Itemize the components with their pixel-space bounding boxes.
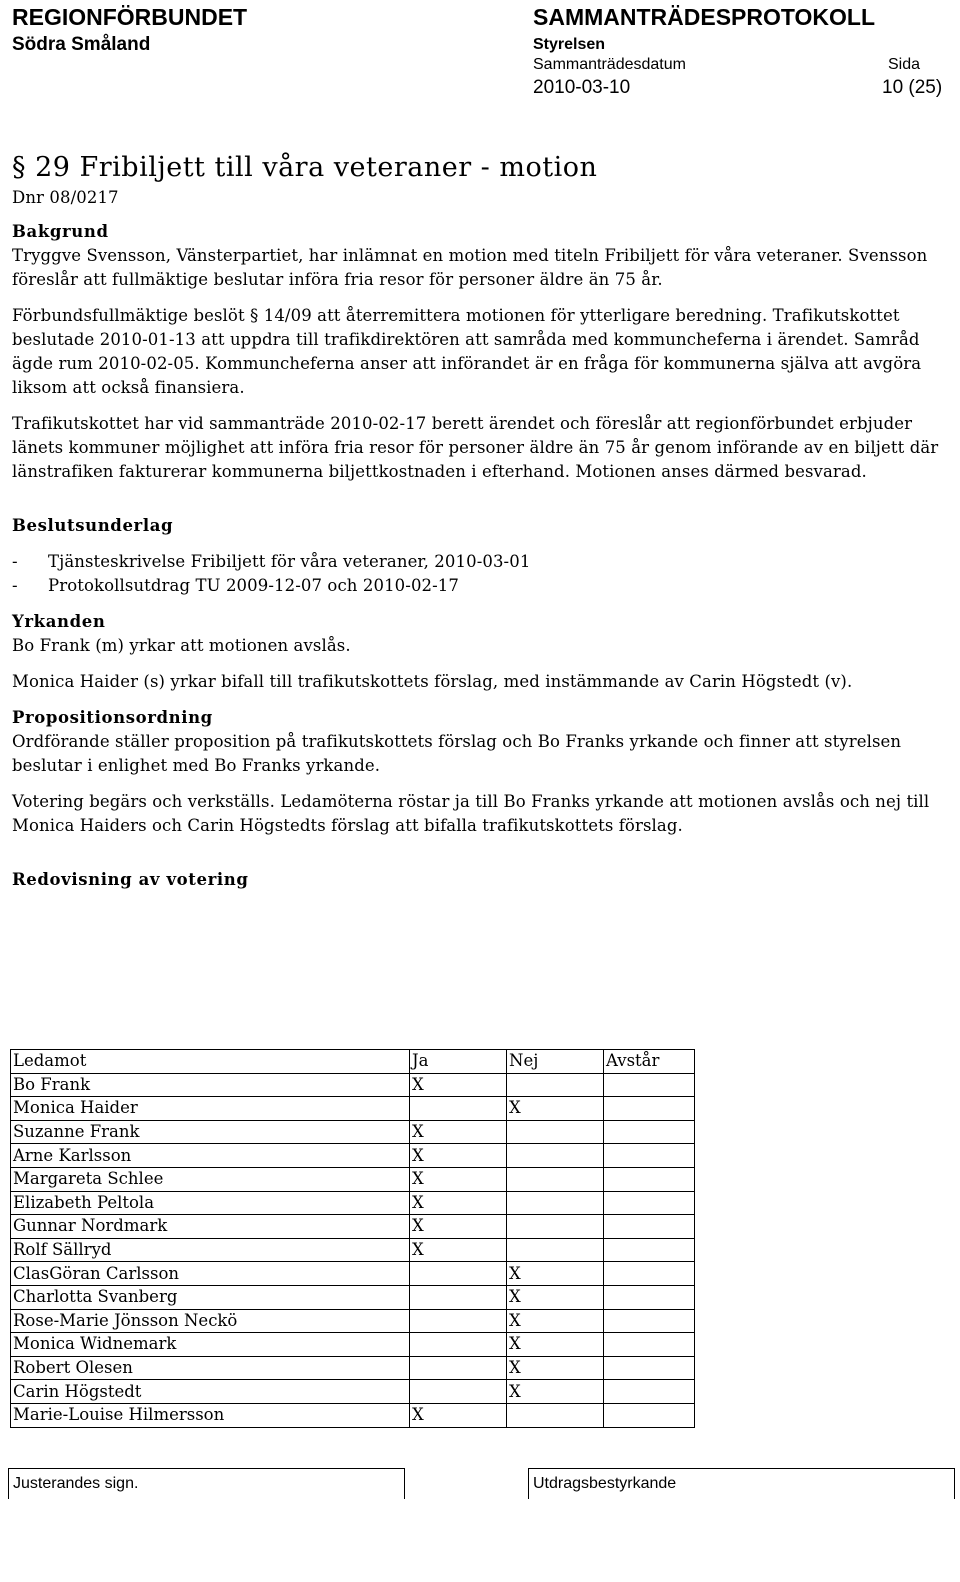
vote-cell [604, 1380, 695, 1404]
member-name-cell: Carin Högstedt [11, 1380, 410, 1404]
beslutsunderlag-list [12, 550, 942, 598]
vote-cell [604, 1309, 695, 1333]
vote-cell [604, 1191, 695, 1215]
member-name-cell: Rolf Sällryd [11, 1238, 410, 1262]
table-row [11, 1097, 695, 1121]
vote-cell [604, 1285, 695, 1309]
vote-cell: X [507, 1309, 604, 1333]
vote-cell: X [410, 1191, 507, 1215]
table-row [11, 1238, 695, 1262]
vote-cell [604, 1120, 695, 1144]
list-item: - Protokollsutdrag TU 2009-12-07 och 2010-02-17 [12, 574, 942, 598]
vote-cell: X [507, 1097, 604, 1121]
column-header: Nej [507, 1050, 604, 1074]
vote-cell [604, 1333, 695, 1357]
vote-cell: X [410, 1073, 507, 1097]
vote-cell [410, 1333, 507, 1357]
table-row [11, 1215, 695, 1239]
vote-cell: X [507, 1380, 604, 1404]
table-row [11, 1356, 695, 1380]
vote-cell [410, 1097, 507, 1121]
table-row [11, 1073, 695, 1097]
vote-cell [507, 1191, 604, 1215]
bakgrund-paragraph-2: Förbundsfullmäktige beslöt § 14/09 att återremittera motionen för ytterligare beredning. Trafikutskottet beslutade 2010-01-13 att uppdra till trafikdirektören att samråda med kommuncheferna i ärendet. Samråd ägde rum 2010-02-05. Kommuncheferna anser att införandet är en fråga för kommunerna själva att avgöra liksom att också finansiera. [12, 306, 922, 397]
proposition-paragraph-2: Votering begärs och verkställs. Ledamöterna röstar ja till Bo Franks yrkande att motionen avslås och nej till Monica Haiders och Carin Högstedts förslag att bifalla trafikutskottets förslag. [12, 792, 930, 835]
vote-cell [410, 1356, 507, 1380]
vote-cell: X [410, 1167, 507, 1191]
vote-cell [507, 1167, 604, 1191]
member-name-cell: Margareta Schlee [11, 1167, 410, 1191]
vote-cell: X [507, 1285, 604, 1309]
member-name-cell: Marie-Louise Hilmersson [11, 1403, 410, 1427]
table-row [11, 1262, 695, 1286]
member-name-cell: Gunnar Nordmark [11, 1215, 410, 1239]
proposition-paragraph-1: Ordförande ställer proposition på trafikutskottets förslag och Bo Franks yrkande och finner att styrelsen beslutar i enlighet med Bo Franks yrkande. [12, 732, 902, 775]
vote-cell [410, 1262, 507, 1286]
table-row [11, 1403, 695, 1427]
page-label: Sida [888, 56, 921, 73]
member-name-cell: Monica Widnemark [11, 1333, 410, 1357]
document-header [0, 0, 960, 110]
meeting-date-label: Sammanträdesdatum [533, 56, 686, 73]
list-item: - Tjänsteskrivelse Fribiljett för våra veteraner, 2010-03-01 [12, 550, 942, 574]
vote-cell [604, 1073, 695, 1097]
heading-propositionsordning: Propositionsordning [12, 708, 213, 727]
table-row [11, 1120, 695, 1144]
vote-cell: X [410, 1403, 507, 1427]
signature-label: Justerandes sign. [13, 1475, 139, 1492]
vote-cell [604, 1097, 695, 1121]
member-name-cell: Suzanne Frank [11, 1120, 410, 1144]
vote-cell [507, 1238, 604, 1262]
meeting-date-value: 2010-03-10 [533, 77, 631, 98]
vote-cell [410, 1285, 507, 1309]
bakgrund-paragraph-1: Tryggve Svensson, Vänsterpartiet, har inlämnat en motion med titeln Fribiljett för våra veteraner. Svensson föreslår att fullmäktige beslutar införa fria resor för personer äldre än 75 år. [12, 246, 928, 289]
vote-cell: X [507, 1262, 604, 1286]
vote-cell [507, 1120, 604, 1144]
vote-table [10, 1049, 695, 1428]
vote-cell [507, 1144, 604, 1168]
table-row [11, 1167, 695, 1191]
heading-yrkanden: Yrkanden [12, 612, 106, 631]
document-footer [0, 1468, 960, 1508]
vote-cell: X [507, 1356, 604, 1380]
vote-cell: X [507, 1333, 604, 1357]
table-row [11, 1285, 695, 1309]
vote-cell [410, 1380, 507, 1404]
org-subname: Södra Småland [12, 34, 151, 55]
document-body [12, 150, 942, 892]
yrkanden-paragraph-1: Bo Frank (m) yrkar att motionen avslås. [12, 636, 351, 655]
member-name-cell: Bo Frank [11, 1073, 410, 1097]
diary-number: Dnr 08/0217 [12, 188, 119, 207]
yrkanden-paragraph-2: Monica Haider (s) yrkar bifall till trafikutskottets förslag, med instämmande av Carin Högstedt (v). [12, 672, 853, 691]
vote-table-header [11, 1050, 695, 1074]
table-row [11, 1191, 695, 1215]
table-row [11, 1333, 695, 1357]
member-name-cell: ClasGöran Carlsson [11, 1262, 410, 1286]
document-type: SAMMANTRÄDESPROTOKOLL [533, 4, 876, 30]
heading-votering: Redovisning av votering [12, 870, 249, 889]
vote-cell [604, 1356, 695, 1380]
certification-label: Utdragsbestyrkande [533, 1475, 677, 1492]
vote-cell: X [410, 1238, 507, 1262]
heading-bakgrund: Bakgrund [12, 222, 109, 241]
meeting-body: Styrelsen [533, 36, 606, 53]
vote-cell [604, 1144, 695, 1168]
certification-box [528, 1468, 955, 1499]
bakgrund-paragraph-3: Trafikutskottet har vid sammanträde 2010-02-17 berett ärendet och föreslår att regionförbundet erbjuder länets kommuner möjlighet att införa fria resor för personer äldre än 75 år genom införande av en biljett där länstrafiken fakturerar kommunerna biljettkostnaden i efterhand. Motionen anses därmed besvarad. [12, 414, 939, 481]
column-header: Ledamot [11, 1050, 410, 1074]
vote-cell [604, 1238, 695, 1262]
column-header: Ja [410, 1050, 507, 1074]
heading-beslutsunderlag: Beslutsunderlag [12, 516, 174, 535]
table-row [11, 1309, 695, 1333]
vote-cell: X [410, 1144, 507, 1168]
member-name-cell: Robert Olesen [11, 1356, 410, 1380]
org-name: REGIONFÖRBUNDET [12, 4, 248, 30]
vote-cell: X [410, 1215, 507, 1239]
vote-cell [604, 1167, 695, 1191]
vote-cell [507, 1215, 604, 1239]
vote-cell: X [410, 1120, 507, 1144]
table-row [11, 1144, 695, 1168]
vote-cell [410, 1309, 507, 1333]
vote-cell [604, 1403, 695, 1427]
member-name-cell: Monica Haider [11, 1097, 410, 1121]
table-row [11, 1380, 695, 1404]
member-name-cell: Elizabeth Peltola [11, 1191, 410, 1215]
section-title: § 29 Fribiljett till våra veteraner - motion [12, 152, 598, 183]
vote-cell [507, 1073, 604, 1097]
member-name-cell: Arne Karlsson [11, 1144, 410, 1168]
member-name-cell: Rose-Marie Jönsson Neckö [11, 1309, 410, 1333]
member-name-cell: Charlotta Svanberg [11, 1285, 410, 1309]
page-number: 10 (25) [882, 77, 943, 98]
column-header: Avstår [604, 1050, 695, 1074]
vote-cell [604, 1262, 695, 1286]
signature-box [8, 1468, 405, 1499]
vote-cell [507, 1403, 604, 1427]
vote-cell [604, 1215, 695, 1239]
